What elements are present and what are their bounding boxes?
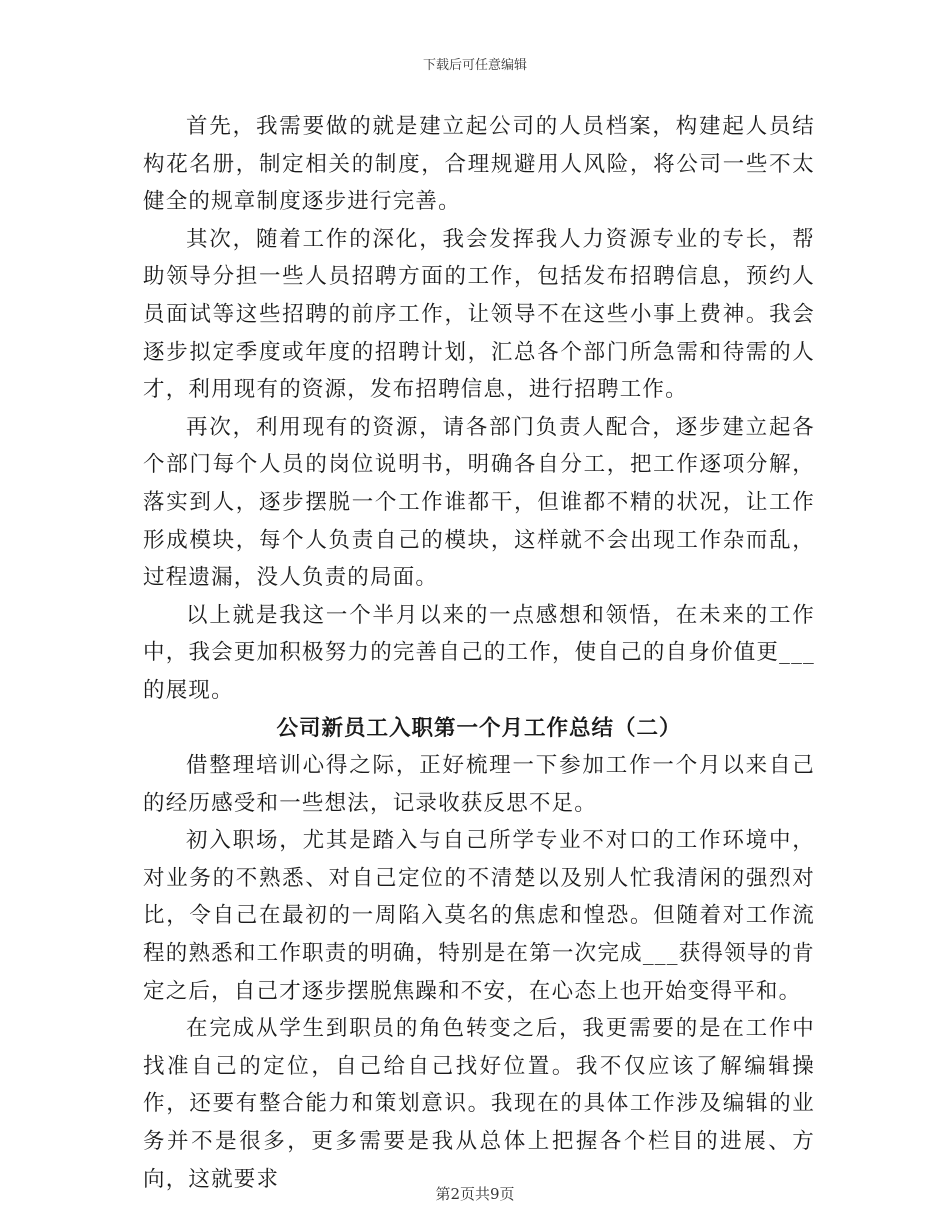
paragraph: 以上就是我这一个半月以来的一点感想和领悟，在未来的工作中，我会更加积极努力的完善自己的工作，使自己的自身价值更___的展现。 — [143, 602, 815, 703]
paragraph: 借整理培训心得之际，正好梳理一下参加工作一个月以来自己的经历感受和一些想法，记录收获反思不足。 — [143, 753, 815, 816]
paragraph: 初入职场，尤其是踏入与自己所学专业不对口的工作环境中，对业务的不熟悉、对自己定位的不清楚以及别人忙我清闲的强烈对比，令自己在最初的一周陷入莫名的焦虑和惶恐。但随着对工作流程的熟悉和工作职责的明确，特别是在第一次完成___获得领导的肯定之后，自己才逐步摆脱焦躁和不安，在心态上也开始变得平和。 — [143, 828, 815, 1004]
document-body — [143, 108, 815, 1198]
section-title: 公司新员工入职第一个月工作总结（二） — [276, 715, 682, 741]
paragraph: 其次，随着工作的深化，我会发挥我人力资源专业的专长，帮助领导分担一些人员招聘方面的工作，包括发布招聘信息，预约人员面试等这些招聘的前序工作，让领导不在这些小事上费神。我会逐步拟定季度或年度的招聘计划，汇总各个部门所急需和待需的人才，利用现有的资源，发布招聘信息，进行招聘工作。 — [143, 226, 815, 403]
page-header: 下载后可任意编辑 — [422, 58, 527, 73]
paragraph: 首先，我需要做的就是建立起公司的人员档案，构建起人员结构花名册，制定相关的制度，合理规避用人风险，将公司一些不太健全的规章制度逐步进行完善。 — [143, 114, 815, 215]
paragraph: 在完成从学生到职员的角色转变之后，我更需要的是在工作中找准自己的定位，自己给自己找好位置。我不仅应该了解编辑操作，还要有整合能力和策划意识。我现在的具体工作涉及编辑的业务并不是很多，更多需要是我从总体上把握各个栏目的进展、方向，这就要求 — [143, 1016, 815, 1192]
paragraph: 再次，利用现有的资源，请各部门负责人配合，逐步建立起各个部门每个人员的岗位说明书，明确各自分工，把工作逐项分解，落实到人，逐步摆脱一个工作谁都干，但谁都不精的状况，让工作形成模块，每个人负责自己的模块，这样就不会出现工作杂而乱，过程遗漏，没人负责的局面。 — [143, 414, 815, 591]
page-footer: 第2页共9页 — [435, 1185, 515, 1203]
